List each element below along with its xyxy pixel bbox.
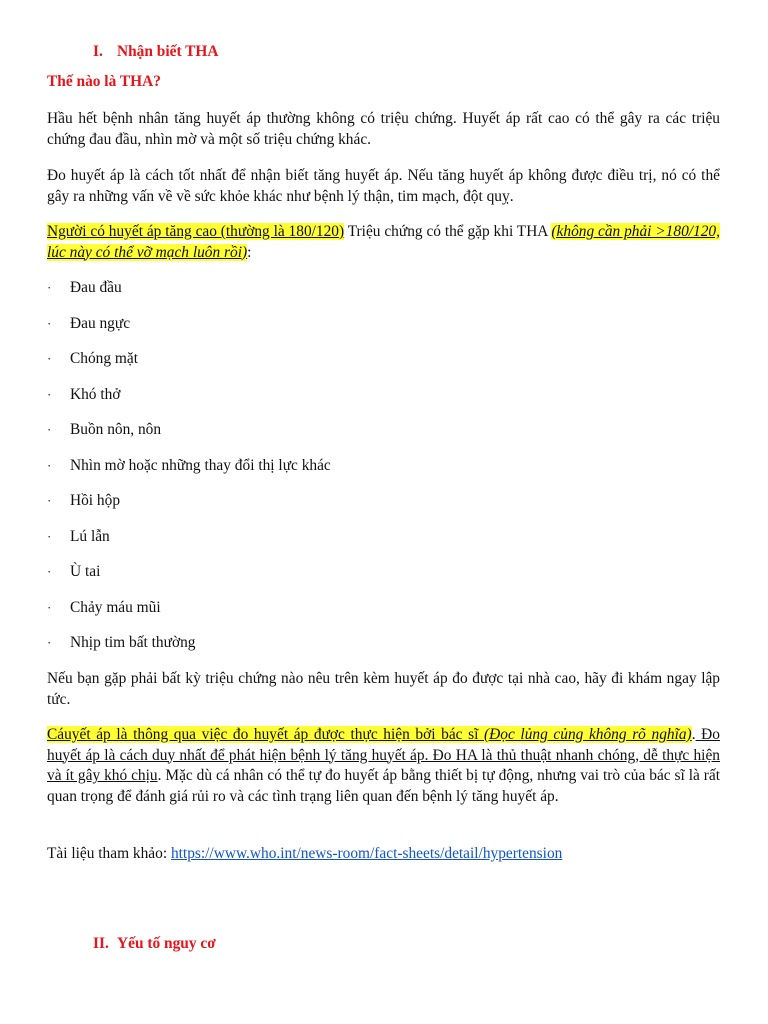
- list-item: [47, 314, 727, 350]
- bullet-dot: ·: [47, 386, 52, 402]
- list-item: [47, 598, 727, 634]
- list-item: [47, 491, 727, 527]
- highlighted-italic-note: (Đọc lủng củng không rõ nghĩa): [484, 726, 692, 743]
- paragraph-measurement: Đo huyết áp là cách tốt nhất để nhận biết tăng huyết áp. Nếu tăng huyết áp không được điều trị, nó có thể gây ra những vấn về về sức khỏe khác như bệnh lý thận, tim mạch, đột quỵ.: [47, 167, 720, 205]
- section-number: I.: [93, 43, 103, 60]
- list-item-text: Nhìn mờ hoặc những thay đổi thị lực khác: [70, 456, 331, 474]
- list-item-text: Lú lẫn: [70, 527, 110, 545]
- reference-link[interactable]: https://www.who.int/news-room/fact-sheets/detail/hypertension: [170, 845, 563, 862]
- symptom-list: [47, 278, 727, 669]
- bullet-dot: ·: [47, 564, 52, 579]
- bullet-dot: ·: [47, 599, 52, 615]
- highlighted-italic-note: (không cần phải >180/120, lúc này có thể vỡ mạch luôn rồi): [47, 223, 720, 261]
- list-item: [47, 633, 727, 669]
- period: .: [691, 726, 696, 743]
- list-item-text: Đau ngực: [70, 314, 131, 332]
- paragraph-advice: Nếu bạn gặp phải bất kỳ triệu chứng nào nêu trên kèm huyết áp đo được tại nhà cao, hãy đi khám ngay lập tức.: [47, 670, 720, 708]
- colon: :: [247, 243, 252, 261]
- section-title: Nhận biết THA: [117, 43, 219, 60]
- bullet-dot: ·: [47, 528, 52, 544]
- list-item-text: Đau đầu: [70, 279, 122, 296]
- underlined-text: Đo huyết áp là cách duy nhất để phát hiện bệnh lý tăng huyết áp. Đo HA là thủ thuật nhanh chóng, dễ thực hiện và ít gây khó chịu: [47, 726, 720, 784]
- bullet-dot: ·: [47, 315, 52, 331]
- bullet-dot: ·: [47, 493, 52, 508]
- reference-line: [47, 844, 562, 864]
- plain-text: . Mặc dù cá nhân có thể tự đo huyết áp bằng thiết bị tự động, nhưng vai trò của bác sĩ là rất quan trọng để đánh giá rủi ro và các tình trạng liên quan đến bệnh lý tăng huyết áp.: [47, 767, 720, 805]
- subheading: Thế nào là THA?: [47, 73, 161, 90]
- paragraph-symptoms-intro: [47, 222, 720, 263]
- list-item-text: Nhịp tim bất thường: [70, 634, 196, 651]
- paragraph-intro: Hầu hết bệnh nhân tăng huyết áp thường không có triệu chứng. Huyết áp rất cao có thể gây ra các triệu chứng đau đầu, nhìn mờ và một số triệu chứng khác.: [47, 110, 720, 148]
- list-item-text: Hồi hộp: [70, 492, 121, 509]
- section-title: Yếu tố nguy cơ: [117, 935, 216, 952]
- list-item: [47, 527, 727, 563]
- bullet-dot: ·: [47, 422, 52, 437]
- list-item-text: Buồn nôn, nôn: [70, 421, 162, 438]
- bullet-dot: ·: [47, 635, 52, 650]
- list-item: [47, 278, 727, 314]
- reference-label: Tài liệu tham khảo:: [47, 845, 171, 862]
- section-heading-2: [93, 935, 216, 953]
- plain-text: Triệu chứng có thể gặp khi THA: [344, 223, 552, 240]
- list-item: [47, 349, 727, 385]
- list-item-text: Chóng mặt: [70, 350, 138, 367]
- highlighted-text: Người có huyết áp tăng cao (thường là 180/120): [47, 223, 345, 240]
- paragraph-diagnosis: [47, 725, 720, 807]
- list-item: [47, 420, 727, 456]
- list-item: [47, 456, 727, 492]
- section-number: II.: [93, 935, 109, 952]
- list-item-text: Chảy máu mũi: [70, 598, 161, 616]
- section-heading-1: [93, 43, 219, 61]
- bullet-dot: ·: [47, 351, 52, 366]
- bullet-dot: ·: [47, 457, 52, 473]
- bullet-dot: ·: [47, 280, 52, 295]
- list-item-text: Ù tai: [70, 563, 101, 580]
- highlighted-text: Cáuyết áp là thông qua việc đo huyết áp được thực hiện bởi bác sĩ: [47, 726, 485, 743]
- list-item: [47, 385, 727, 421]
- list-item-text: Khó thở: [70, 385, 121, 403]
- list-item: [47, 562, 727, 598]
